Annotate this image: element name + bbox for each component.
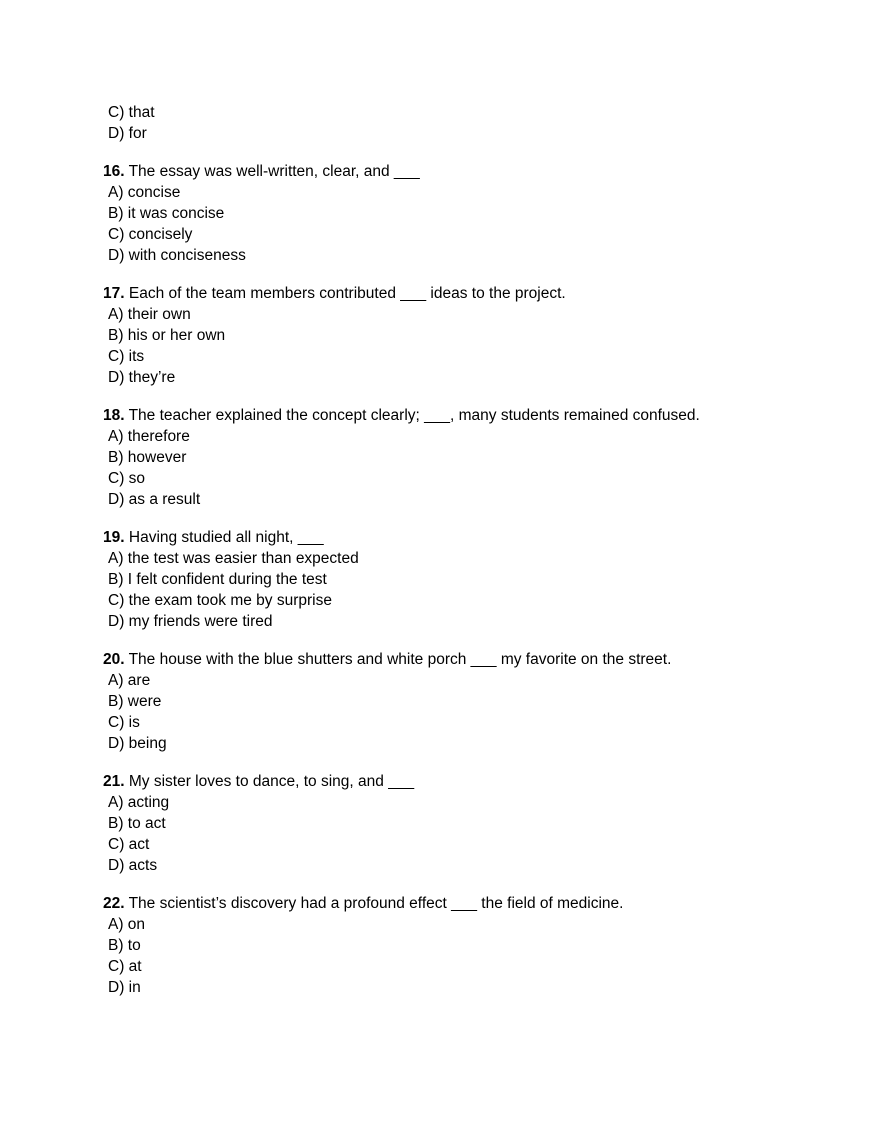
question-number: 16. bbox=[103, 163, 125, 180]
option-line: B) to act bbox=[108, 815, 166, 832]
option-line: B) were bbox=[108, 693, 162, 710]
question-number: 18. bbox=[103, 407, 125, 424]
option-line: A) concise bbox=[108, 184, 181, 201]
question-22 bbox=[103, 893, 623, 914]
option-line: B) it was concise bbox=[108, 205, 225, 222]
question-16 bbox=[103, 161, 420, 182]
option-line: A) are bbox=[108, 672, 151, 689]
question-19 bbox=[103, 527, 324, 548]
option-line: A) therefore bbox=[108, 428, 190, 445]
option-line: D) acts bbox=[108, 857, 158, 874]
option-line: D) they’re bbox=[108, 369, 176, 386]
option-line: C) act bbox=[108, 836, 150, 853]
question-20 bbox=[103, 649, 671, 670]
option-line: D) with conciseness bbox=[108, 247, 246, 264]
option-line: B) his or her own bbox=[108, 327, 226, 344]
option-line: A) the test was easier than expected bbox=[108, 550, 359, 567]
option-line: C) so bbox=[108, 470, 146, 487]
option-line: D) as a result bbox=[108, 491, 201, 508]
option-line: D) being bbox=[108, 735, 167, 752]
option-line: A) acting bbox=[108, 794, 170, 811]
option-line: C) its bbox=[108, 348, 145, 365]
question-number: 20. bbox=[103, 651, 125, 668]
question-number: 19. bbox=[103, 529, 125, 546]
option-line: C) is bbox=[108, 714, 140, 731]
question-text: My sister loves to dance, to sing, and ___ bbox=[128, 773, 415, 790]
question-text: The house with the blue shutters and white porch ___ my favorite on the street. bbox=[128, 651, 672, 668]
question-text: The essay was well-written, clear, and ___ bbox=[128, 163, 420, 180]
question-text: The teacher explained the concept clearly; ___, many students remained confused. bbox=[128, 407, 700, 424]
option-line: C) that bbox=[108, 104, 155, 121]
option-line: D) my friends were tired bbox=[108, 613, 273, 630]
question-17 bbox=[103, 283, 566, 304]
question-text: Having studied all night, ___ bbox=[128, 529, 324, 546]
question-21 bbox=[103, 771, 414, 792]
question-number: 22. bbox=[103, 895, 125, 912]
option-line: B) to bbox=[108, 937, 141, 954]
question-text: Each of the team members contributed ___ ideas to the project. bbox=[128, 285, 566, 302]
option-line: C) the exam took me by surprise bbox=[108, 592, 332, 609]
option-line: B) however bbox=[108, 449, 187, 466]
option-line: C) concisely bbox=[108, 226, 193, 243]
option-line: A) on bbox=[108, 916, 146, 933]
option-line: B) I felt confident during the test bbox=[108, 571, 327, 588]
option-line: D) for bbox=[108, 125, 147, 142]
question-number: 17. bbox=[103, 285, 125, 302]
option-line: D) in bbox=[108, 979, 141, 996]
option-line: A) their own bbox=[108, 306, 191, 323]
question-number: 21. bbox=[103, 773, 125, 790]
question-text: The scientist’s discovery had a profound effect ___ the field of medicine. bbox=[128, 895, 624, 912]
question-18 bbox=[103, 405, 700, 426]
option-line: C) at bbox=[108, 958, 142, 975]
